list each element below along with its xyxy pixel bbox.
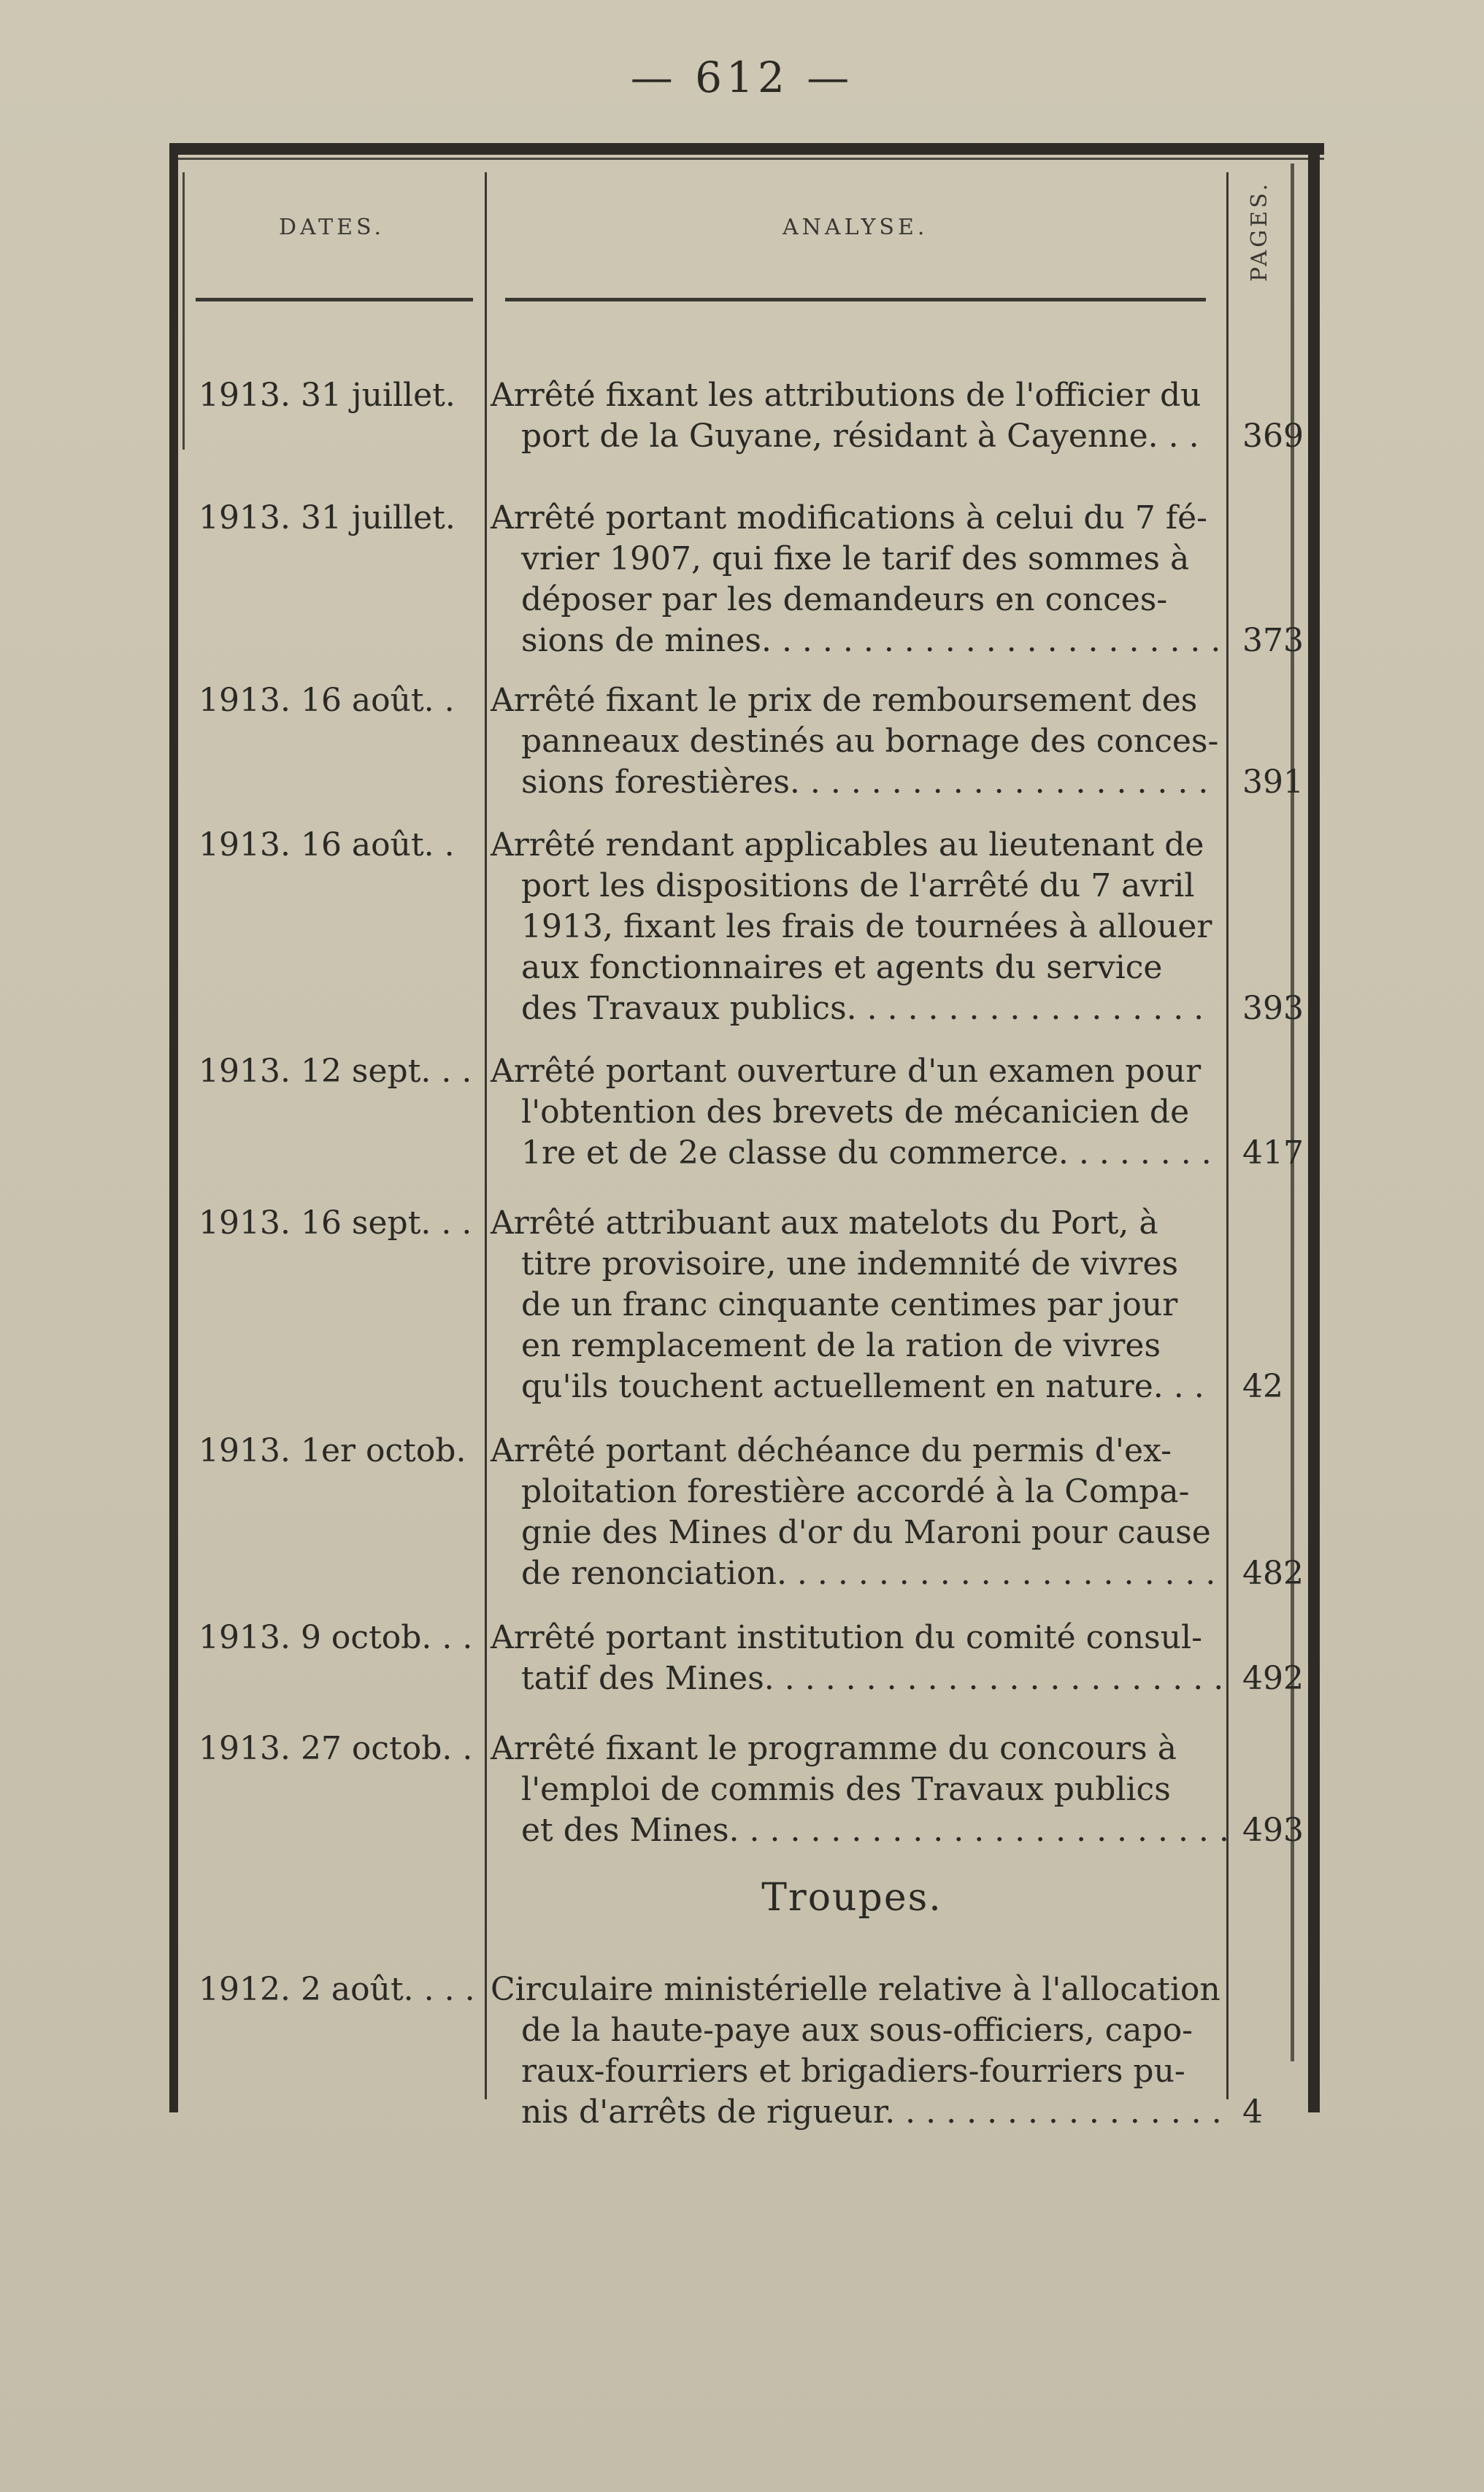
header-rule-analyse bbox=[505, 298, 1206, 301]
analysis-line: sions de mines. . . . . . . . . . . . . . . . . . . . . . . bbox=[521, 622, 1221, 659]
entry-page-ref: 391 bbox=[1242, 764, 1304, 801]
analysis-line: titre provisoire, une indemnité de vivres bbox=[521, 1245, 1179, 1282]
index-table bbox=[169, 143, 1324, 2131]
entry-analysis bbox=[491, 1618, 1224, 1699]
entry-analysis bbox=[491, 1728, 1229, 1851]
entry-analysis bbox=[491, 1203, 1213, 1407]
analysis-line: Circulaire ministérielle relative à l'allocation bbox=[491, 1971, 1220, 2008]
entry-date: 1913. 16 sept. . . bbox=[199, 1204, 472, 1242]
analysis-line: en remplacement de la ration de vivres bbox=[521, 1327, 1161, 1364]
analysis-line: Arrêté fixant le programme du concours à bbox=[491, 1730, 1177, 1767]
analysis-line: Arrêté fixant le prix de remboursement des bbox=[491, 682, 1198, 719]
entry-page-ref: 482 bbox=[1242, 1555, 1304, 1592]
page-number: — 612 — bbox=[630, 53, 854, 102]
header-analyse: ANALYSE. bbox=[783, 215, 929, 240]
analysis-line: aux fonctionnaires et agents du service bbox=[521, 949, 1163, 986]
analysis-line: panneaux destinés au bornage des conces- bbox=[521, 723, 1219, 760]
header-rule-dates bbox=[196, 298, 473, 301]
analysis-line: Arrêté rendant applicables au lieutenant de bbox=[491, 826, 1204, 864]
left-border-thin bbox=[182, 172, 185, 450]
entry-page-ref: 492 bbox=[1242, 1660, 1304, 1697]
analysis-line: déposer par les demandeurs en conces- bbox=[521, 581, 1168, 618]
entry-date: 1912. 2 août. . . . bbox=[199, 1971, 475, 2008]
entry-page-ref: 493 bbox=[1242, 1812, 1304, 1849]
analysis-line: 1re et de 2e classe du commerce. . . . . . . . bbox=[521, 1134, 1212, 1172]
analysis-line: sions forestières. . . . . . . . . . . . . . . . . . . . . bbox=[521, 764, 1209, 801]
entry-page-ref: 393 bbox=[1242, 990, 1304, 1027]
analysis-line: l'obtention des brevets de mécanicien de bbox=[521, 1093, 1190, 1131]
analysis-line: de renonciation. . . . . . . . . . . . . . . . . . . . . . bbox=[521, 1555, 1216, 1592]
analysis-line: gnie des Mines d'or du Maroni pour cause bbox=[521, 1514, 1211, 1551]
entry-analysis bbox=[491, 1969, 1222, 2133]
column-separator-dates bbox=[485, 172, 487, 2099]
entry-analysis bbox=[491, 680, 1219, 803]
analysis-line: vrier 1907, qui fixe le tarif des sommes à bbox=[521, 540, 1190, 577]
entry-date: 1913. 12 sept. . . bbox=[199, 1053, 472, 1090]
entry-date: 1913. 1er octob. bbox=[199, 1432, 466, 1469]
entry-date: 1913. 27 octob. . bbox=[199, 1730, 473, 1767]
analysis-line: tatif des Mines. . . . . . . . . . . . . . . . . . . . . . . bbox=[521, 1660, 1224, 1697]
entry-page-ref: 4 bbox=[1242, 2093, 1263, 2131]
entry-analysis bbox=[491, 1431, 1216, 1594]
analysis-line: port les dispositions de l'arrêté du 7 avril bbox=[521, 867, 1195, 904]
entry-date: 1913. 16 août. . bbox=[199, 826, 455, 864]
analysis-line: et des Mines. . . . . . . . . . . . . . . . . . . . . . . . . bbox=[521, 1812, 1229, 1849]
analysis-line: ploitation forestière accordé à la Compa- bbox=[521, 1473, 1190, 1510]
entry-date: 1913. 16 août. . bbox=[199, 682, 455, 719]
analysis-line: raux-fourriers et brigadiers-fourriers pu- bbox=[521, 2053, 1185, 2090]
analysis-line: port de la Guyane, résidant à Cayenne. . . bbox=[521, 418, 1199, 455]
entry-date: 1913. 9 octob. . . bbox=[199, 1619, 473, 1656]
entry-analysis bbox=[491, 825, 1213, 1029]
analysis-line: de la haute-paye aux sous-officiers, capo- bbox=[521, 2012, 1193, 2049]
section-title-troupes: Troupes. bbox=[761, 1876, 942, 1920]
entry-analysis bbox=[491, 375, 1213, 457]
entry-page-ref: 373 bbox=[1242, 622, 1304, 659]
header-pages: PAGES. bbox=[1247, 181, 1272, 282]
entry-page-ref: 417 bbox=[1242, 1134, 1304, 1172]
analysis-line: Arrêté portant ouverture d'un examen pour bbox=[491, 1053, 1202, 1090]
entry-page-ref: 42 bbox=[1242, 1368, 1283, 1405]
analysis-line: Arrêté portant modifications à celui du 7 fé- bbox=[491, 499, 1208, 537]
top-border-thin bbox=[177, 158, 1324, 160]
entry-date: 1913. 31 juillet. bbox=[199, 377, 455, 414]
entry-page-ref: 369 bbox=[1242, 418, 1304, 455]
analysis-line: nis d'arrêts de rigueur. . . . . . . . . . . . . . . . . bbox=[521, 2093, 1222, 2131]
entry-analysis bbox=[491, 1051, 1213, 1174]
top-border bbox=[177, 143, 1324, 155]
analysis-line: Arrêté portant institution du comité consul- bbox=[491, 1619, 1202, 1656]
analysis-line: Arrêté attribuant aux matelots du Port, à bbox=[491, 1204, 1158, 1242]
right-border bbox=[1308, 143, 1320, 2112]
entry-date: 1913. 31 juillet. bbox=[199, 499, 455, 537]
header-dates: DATES. bbox=[279, 215, 385, 240]
left-border bbox=[169, 143, 178, 2112]
analysis-line: de un franc cinquante centimes par jour bbox=[521, 1286, 1178, 1323]
analysis-line: Arrêté portant déchéance du permis d'ex- bbox=[491, 1432, 1172, 1469]
analysis-line: l'emploi de commis des Travaux publics bbox=[521, 1771, 1171, 1808]
analysis-line: Arrêté fixant les attributions de l'officier du bbox=[491, 377, 1202, 414]
entry-analysis bbox=[491, 498, 1221, 661]
analysis-line: des Travaux publics. . . . . . . . . . . . . . . . . . bbox=[521, 990, 1204, 1027]
analysis-line: 1913, fixant les frais de tournées à allouer bbox=[521, 908, 1212, 945]
analysis-line: qu'ils touchent actuellement en nature. . . bbox=[521, 1368, 1204, 1405]
